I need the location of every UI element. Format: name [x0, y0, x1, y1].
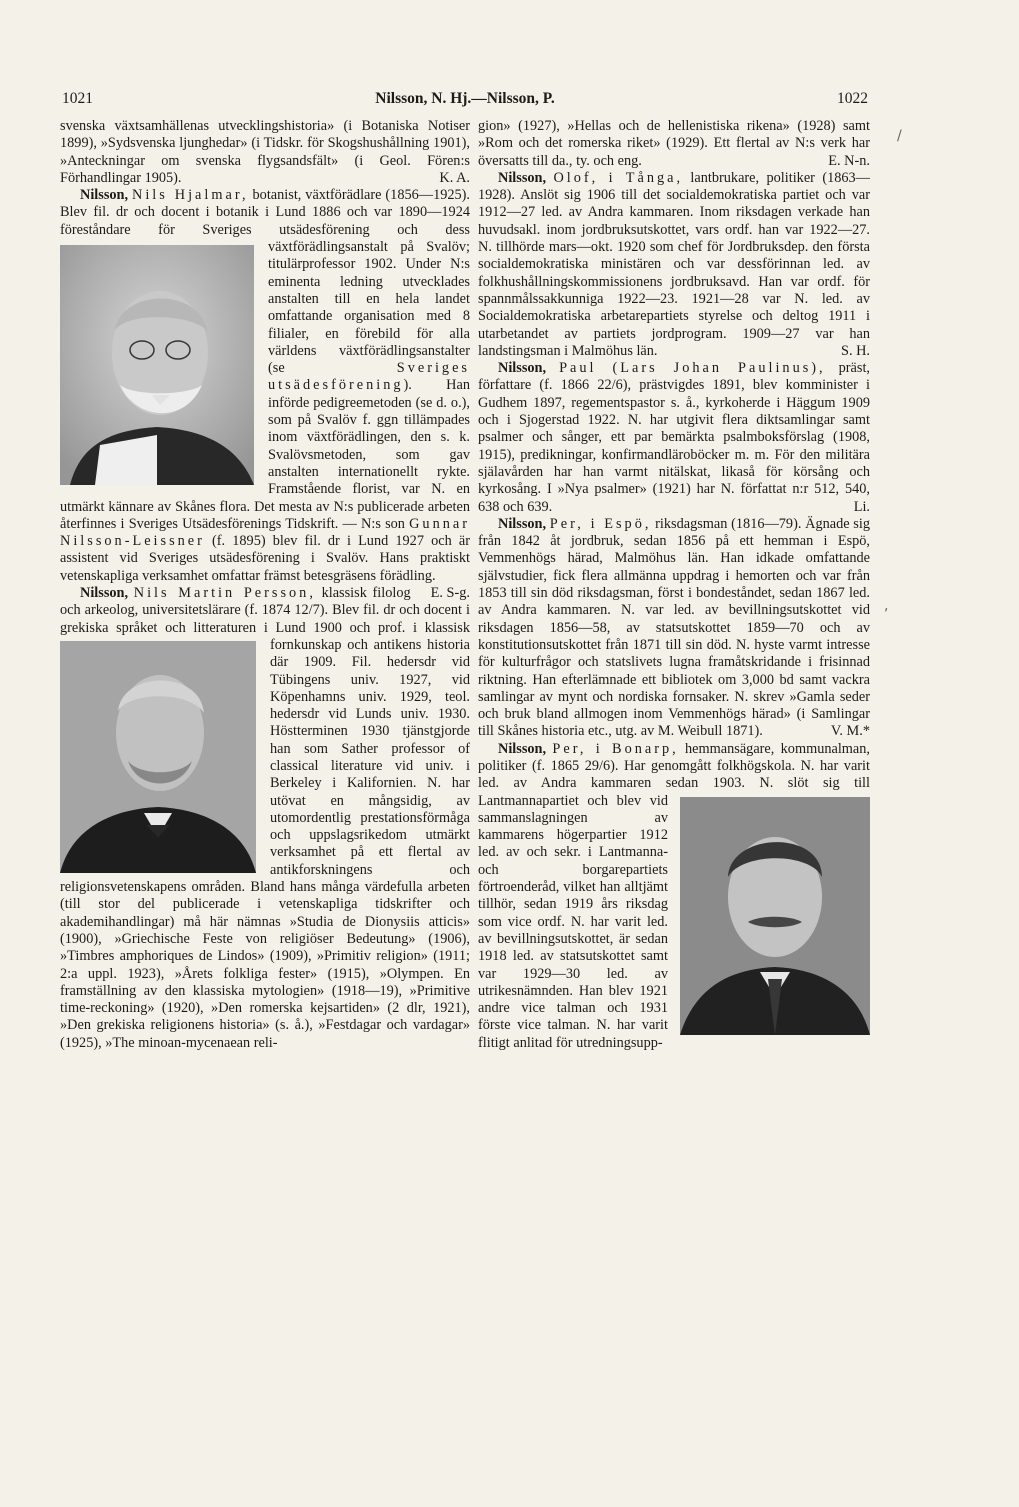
portrait-martin-p-nilsson [60, 641, 256, 873]
entry-given-name: Per, i Espö, [549, 515, 652, 532]
page-header [62, 90, 868, 114]
entry-given-name: Nils Martin Persson, [133, 585, 316, 602]
entry-given-name: Olof, i Tånga, [553, 169, 684, 186]
right-column [478, 118, 870, 1052]
entry-surname: Nilsson, [80, 585, 134, 602]
signature: S. H. [841, 342, 870, 359]
entry-surname: Nilsson, [498, 360, 547, 377]
signature: Li. [853, 498, 870, 515]
margin-mark: , [884, 598, 889, 614]
entry-per-bonarp: Nilsson, Per, i Bonarp, hemmansägare, kommunalman, politiker (f. 1865 29/6). Har genomgått folkhögskola. N. har varit led. av Andra kammaren sedan 1903. N. slöt sig till Lantmannapartiet och blev vid sammanslagningen av kammarens högerpartier 1912 led. av och sekr. i Lantmanna- och borgarepartiets förtroenderåd, vilket han alltjämt tillhör, sedan 1919 års riksdag som vice ordf. N. har varit led. av bevillningsutskottet, är sedan 1918 led. av statsutskottet samt var 1929—30 led. av utrikesnämnden. Han blev 1921 andre vice talman och 1931 förste vice talman. N. har varit flitigt anlitad för utredningsupp- [478, 740, 870, 1051]
signature: V. M.* [830, 723, 870, 740]
entry-surname: Nilsson, [498, 740, 547, 757]
entry-nils-martin-persson [60, 585, 470, 1052]
entry-text: och prof. i klassisk fornkunskap och antikens historia där 1909. Fil. hedersdr vid Tübingens univ. 1927, vid Köpenhamns univ. 1929, teol. hedersdr vid Lunds univ. 1930. Höstterminen 1930 tjänstgjorde han som Sather professor of classical literature vid univ. i Berkeley i Kalifornien. N. har utövat en mångsidig, av utomordentlig prestationsförmåga och uppslagsrikedom utmärkt verksamhet på ett flertal av antikforskningens och religionsvetenskapens områden. Bland hans många värdefulla arbeten (till stor del publicerade i vetenskapliga tidskrifter och akademihandlingar) må här nämnas »Studia de Dionysiis atticis» (1900), »Griechische Feste von religiöser Bedeutung» (1906), »Timbres amphoriques de Lindos» (1909), »Primitiv religion» (1911; 2:a uppl. 1923), »Årets folkliga fester» (1915), »Olympen. En framställning av den klassiska mytologien» (1918—19), »Primitive time-reckoning» (1920), »Den romerska kejsartiden» (2 dlr, 1921), »Den grekiska religionens historia» (s. å.), »Festdagar och vardagar» (1925), »The minoan-mycenaean reli- [60, 619, 470, 1051]
entry-text: dess växtförädlingsanstalt på Svalöv; titulärprofessor 1902. Under N:s eminenta ledning utvecklades anstalten till en hela landet omfattande organisation med 8 filialer, en förebild för alla världens växtförädlingsanstalter (se [268, 221, 470, 377]
son-name: Gunnar Nilsson-Leissner [60, 515, 470, 550]
entry-olof-tanga: Nilsson, Olof, i Tånga, lantbrukare, politiker (1863—1928). Anslöt sig 1906 till det socialdemokratiska partiet och var 1912—27 led. av Andra kammaren. Inom riksdagen verkade han huvudsakl. inom jordbruksutskottet, vars ordf. han var 1922—27. N. tillhörde mars—okt. 1920 som chef för Jordbruksdep. den första socialdemokratiska ministären och var dessförinnan led. av folkhushållningskommissionens jordbruksavd. Han var ordf. för spannmålssakkunniga 1922—23. 1921—28 var N. led. av Socialdemokratiska arbetarepartiets styrelse och deltog 1911 i utarbetandet av partiets jordprogram. 1909—27 var han landstingsman i Malmöhus län. S. H. [478, 169, 870, 359]
portrait-per-nilsson-bonarp [680, 797, 870, 1035]
margin-mark: / [897, 128, 902, 144]
entry-surname: Nilsson, [498, 515, 547, 532]
entry-text: (f. 1895) blev fil. dr i Lund 1927 och är assistent vid Sveriges utsädesförening i Svalöv. Hans praktiskt vetenskapliga verksamhet omfattar främst betesgräsens förädling. [60, 533, 470, 584]
portrait-nils-hjalmar-nilsson [60, 245, 254, 485]
entry-text: ). Han införde pedigreemetoden (se d. o.), som på Svalöv f. ggn tillämpades inom växtförädlingen, den s. k. Svalövsmetoden, som gav anstalten internationellt rykte. Framstående florist, var N. en utmärkt kännare av Skånes flora. Det mesta av N:s publicerade arbeten återfinnes i Sveriges Utsädesförenings Tidskrift. — N:s son [60, 377, 470, 532]
entry-text: hemmansägare, kommunalman, politiker (f. 1865 29/6). Har genomgått folkhögskola. N. har varit led. av Andra kammaren sedan 1903. N. slöt sig till [478, 740, 870, 792]
entry-nils-hjalmar: Nilsson, Nils Hjalmar, botanist, växtförädlare (1856—1925). Blev fil. dr och docent i botanik i Lund 1886 och var 1890—1924 föreståndare för Sveriges utsädesförening och dess växtförädlingsanstalt på Svalöv; titulärprofessor 1902. Under N:s eminenta ledning utvecklades anstalten till en hela landet omfattande organisation med 8 filialer, en förebild för alla världens växtförädlingsanstalter (se Sveriges utsädesförening). Han införde pedigreemetoden (se d. o.), som på Svalöv f. ggn tillämpades inom växtförädlingen, den s. k. Svalövsmetoden, som gav anstalten internationellt rykte. Framstående florist, var N. en utmärkt kännare av Skånes flora. Det mesta av N:s publicerade arbeten återfinnes i Sveriges Utsädesförenings Tidskrift. — N:s son Gunnar Nilsson-Leissner (f. 1895) blev fil. dr i Lund 1927 och är assistent vid Sveriges utsädesförening i Svalöv. Hans praktiskt vetenskapliga verksamhet omfattar främst betesgräsens förädling. E. S-g. [60, 187, 470, 602]
running-title: Nilsson, N. Hj.—Nilsson, P. [375, 90, 555, 107]
entry-text: klassisk filolog och arkeolog, universitetslärare (f. 1874 12/7). Blev fil. dr och docent i grekiska språket och litteraturen i Lund 1900 [60, 585, 470, 636]
page-number-right: 1022 [837, 90, 868, 107]
signature: K. A. [439, 169, 470, 186]
entry-given-name: Paul (Lars Johan Paulinus), [559, 360, 826, 377]
continued-entry: svenska växtsamhällenas utvecklingshistoria» (i Botaniska Notiser 1899), »Sydsvenska ljunghedar» (i Tidskr. för Skogshushållning 1901), »Anteckningar om svenska flygsandsfält» (i Geol. Fören:s Förhandlingar 1905). K. A. [60, 118, 470, 186]
left-column [60, 118, 470, 1052]
page-number-left: 1021 [62, 90, 93, 107]
continued-entry-right: gion» (1927), »Hellas och de hellenistiska rikena» (1928) samt »Rom och det romerska riket» (1929). Ett flertal av N:s verk har översatts till da., ty. och eng. E. N-n. [478, 118, 870, 169]
entry-given-name: Nils Hjalmar, [132, 187, 249, 204]
entry-surname: Nilsson, [498, 169, 547, 186]
signature: E. N-n. [828, 152, 870, 169]
entry-paul: Nilsson, Paul (Lars Johan Paulinus), präst, författare (f. 1866 22/6), prästvigdes 1891, blev komminister i Gudhem 1897, regementspastor s. å., kyrkoherde i Häggum 1909 och i Sjogerstad 1922. N. har utgivit flera diktsamlingar samt psalmer och sånger, ett par bemärkta psalmboksförslag (1908, 1915), predikningar, konfirmandläroböcker m. m. För den militära själavården har han varmt nitälskat, likaså för körsång och kyrkosång. I »Nya psalmer» (1921) har N. författat n:r 512, 540, 638 och 639. Li. [478, 360, 870, 515]
entry-per-espo: Nilsson, Per, i Espö, riksdagsman (1816—79). Ägnade sig från 1842 åt jordbruk, sedan 1856 på ett hemman i Espö, Vemmenhögs härad, Malmöhus län. Han idkade omfattande självstudier, fick flera allmänna uppdrag i hemorten och var från 1853 till sin död riksdagsman, först i bondeståndet, sedan 1867 led. av Andra kammaren. N. var led. av bevillningsutskottet vid riksdagen 1856—58, av statsutskottet 1859—70 och av konstitutionsutskottet från 1871 till sin död. N. hyste varmt intresse för kulturfrågor och statslivets lugna framåtskridande i frisinnad riktning. Han efterlämnade ett bibliotek om 3,000 bd samt vackra samlingar av mynt och nordiska fornsaker. N. skrev »Gamla seder och bruk bland allmogen inom Vemmenhögs härad» (i Samlingar till Skånes historia etc., utg. av M. Weibull 1871). V. M.* [478, 515, 870, 740]
cross-reference: Sveriges utsädesförening [268, 360, 470, 394]
signature: E. S-g. [430, 585, 470, 602]
entry-given-name: Per, i Bonarp, [552, 740, 679, 757]
entry-surname: Nilsson, [80, 187, 129, 204]
